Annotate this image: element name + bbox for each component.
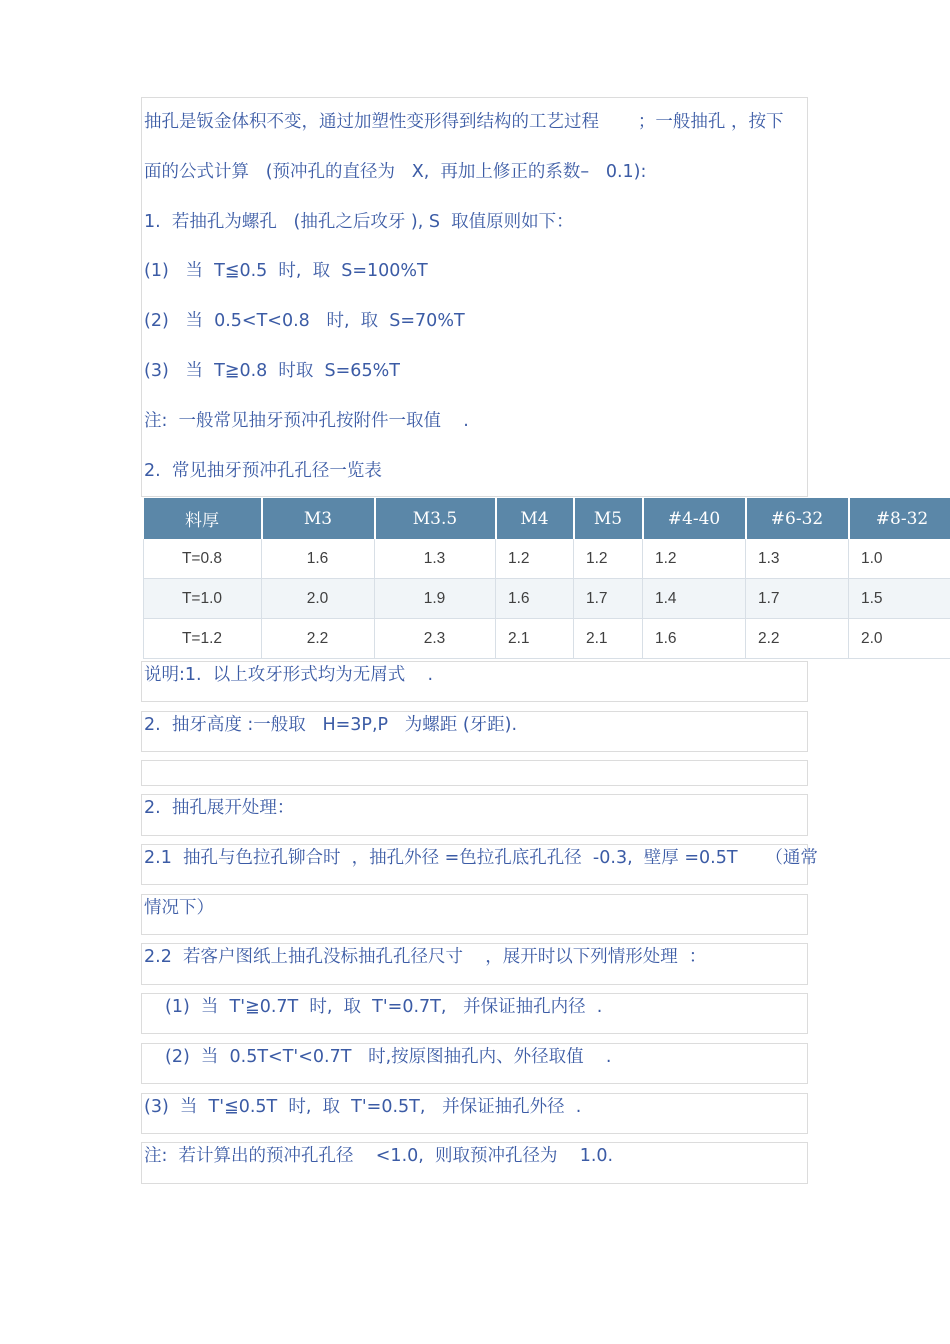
intro-note: 注: 一般常见抽牙预冲孔按附件一取值 . (144, 411, 469, 431)
table-cell: T=0.8 (144, 539, 262, 579)
note-1: 说明:1. 以上攻牙形式均为无屑式 . (144, 665, 434, 685)
header-m3: M3 (262, 498, 375, 539)
table-cell: 2.0 (262, 579, 375, 619)
table-cell: 1.6 (643, 619, 746, 659)
table-cell: 2.0 (849, 619, 950, 659)
table-row (144, 539, 950, 579)
table-cell: 1.3 (746, 539, 849, 579)
intro-line-1: 抽孔是钣金体积不变，通过加塑性变形得到结构的工艺过程 ；一般抽孔 ，按下 (144, 112, 784, 132)
table-cell: 1.2 (496, 539, 574, 579)
table-row (144, 579, 950, 619)
rule-2: (2) 当 0.5<T<0.8 时, 取 S=70%T (144, 311, 465, 331)
final-note: 注: 若计算出的预冲孔孔径 <1.0, 则取预冲孔径为 1.0. (144, 1146, 614, 1166)
header-8-32: #8-32 (849, 498, 950, 539)
table-cell: 1.9 (375, 579, 496, 619)
table-cell: 2.1 (574, 619, 643, 659)
table-cell: 2.2 (262, 619, 375, 659)
section-2-1-line-b: 情况下） (144, 898, 214, 918)
header-m5: M5 (574, 498, 643, 539)
s21-frame-b (141, 894, 808, 935)
table-cell: 1.7 (574, 579, 643, 619)
table-title: 2. 常见抽牙预冲孔孔径一览表 (144, 461, 382, 481)
note-2: 2. 抽牙高度 :一般取 H=3P,P 为螺距 (牙距). (144, 715, 518, 735)
section-2-2: 2.2 若客户图纸上抽孔没标抽孔孔径尺寸 ，展开时以下列情形处理 ： (144, 947, 707, 967)
table-header-row (144, 498, 950, 539)
table-cell: T=1.0 (144, 579, 262, 619)
rule-1: (1) 当 T≦0.5 时, 取 S=100%T (144, 261, 428, 281)
table-cell: 1.6 (262, 539, 375, 579)
intro-line-3: 1. 若抽孔为螺孔 (抽孔之后攻牙 ), S 取值原则如下： (144, 212, 574, 232)
section-2-1-line-a: 2.1 抽孔与色拉孔铆合时 ，抽孔外径 =色拉孔底孔孔径 -0.3, 壁厚 =0.5T （通常 (144, 848, 818, 868)
table-cell: 1.4 (643, 579, 746, 619)
table-cell: 2.1 (496, 619, 574, 659)
tap-hole-table (143, 498, 950, 659)
table-cell: 1.5 (849, 579, 950, 619)
case-3: (3) 当 T'≦0.5T 时, 取 T'=0.5T, 并保证抽孔外径 . (144, 1097, 582, 1117)
header-thickness: 料厚 (144, 498, 262, 539)
table-cell: 2.2 (746, 619, 849, 659)
header-m4: M4 (496, 498, 574, 539)
header-6-32: #6-32 (746, 498, 849, 539)
section-2-heading: 2. 抽孔展开处理： (144, 798, 295, 818)
table-cell: 1.0 (849, 539, 950, 579)
table-cell: 1.2 (574, 539, 643, 579)
rule-3: (3) 当 T≧0.8 时取 S=65%T (144, 361, 400, 381)
header-4-40: #4-40 (643, 498, 746, 539)
table-cell: T=1.2 (144, 619, 262, 659)
table-row (144, 619, 950, 659)
case-1: (1) 当 T'≧0.7T 时, 取 T'=0.7T, 并保证抽孔内径 . (165, 997, 603, 1017)
blank-frame (141, 760, 808, 786)
intro-line-2: 面的公式计算 (预冲孔的直径为 X, 再加上修正的系数– 0.1): (144, 162, 647, 182)
table-cell: 1.2 (643, 539, 746, 579)
table-cell: 1.6 (496, 579, 574, 619)
case-2: (2) 当 0.5T<T'<0.7T 时,按原图抽孔内、外径取值 . (165, 1047, 612, 1067)
intro-frame (141, 97, 808, 497)
table-cell: 1.7 (746, 579, 849, 619)
header-m3-5: M3.5 (375, 498, 496, 539)
table-cell: 2.3 (375, 619, 496, 659)
table-cell: 1.3 (375, 539, 496, 579)
